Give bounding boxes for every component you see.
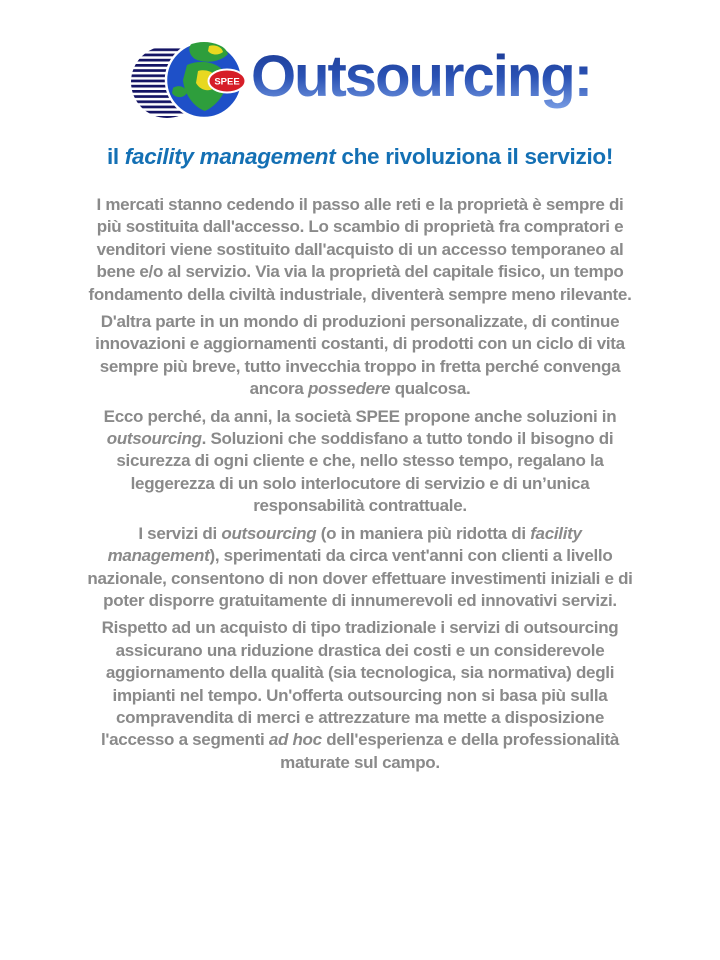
paragraph: I mercati stanno cedendo il passo alle reti e la proprietà è sempre di più sostituita dall'accesso. Lo scambio di proprietà fra compratori e venditori viene sostituito dall'acquisto di un accesso temporaneo al bene e/o al servizio. Via via la proprietà del capitale fisico, un tempo fondamento della civiltà industriale, diventerà sempre meno rilevante. — [88, 195, 632, 304]
paragraph: Ecco perché, da anni, la società SPEE propone anche soluzioni in outsourcing. Soluzioni che soddisfano a tutto tondo il bisogno di sicurezza di ogni cliente e che, nello stesso tempo, regalano la leggerezza di un solo interlocutore di servizio e di un’unica responsabilità contrattuale. — [103, 406, 617, 516]
paragraph: D'altra parte in un mondo di produzioni personalizzate, di continue innovazioni e aggiornamenti costanti, di prodotti con un ciclo di vita sempre più breve, tutto invecchia troppo in fretta perché convenga ancora possedere qualcosa. — [95, 312, 625, 399]
paragraph: I servizi di outsourcing (o in maniera più ridotta di facility management), sperimentati da circa vent'anni con clienti a livello nazionale, consentono di non dover effettuare investimenti iniziali e di poter disporre gratuitamente di innumerevoli ed innovativi servizi. — [87, 523, 633, 610]
body-paragraphs — [86, 194, 634, 774]
paragraph: Rispetto ad un acquisto di tipo tradizionale i servizi di outsourcing assicurano una riduzione drastica dei costi e un considerevole aggiornamento della qualità (sia tecnologica, sia normativa) degli impianti nel tempo. Un'offerta outsourcing non si basa più sulla compravendita di merci e attrezzature ma mette a disposizione l'accesso a segmenti ad hoc dell'esperienza e della professionalità maturate sul campo. — [100, 618, 620, 772]
headline-emphasis: facility management — [124, 144, 336, 169]
headline-suffix: che rivoluziona il servizio! — [335, 144, 614, 169]
headline — [0, 144, 720, 170]
spee-globe-icon — [129, 38, 247, 122]
brand-title: Outsourcing: — [251, 48, 591, 112]
spee-badge-label: SPEE — [214, 76, 240, 88]
headline-prefix: il — [106, 144, 125, 169]
logo-row — [0, 0, 720, 122]
